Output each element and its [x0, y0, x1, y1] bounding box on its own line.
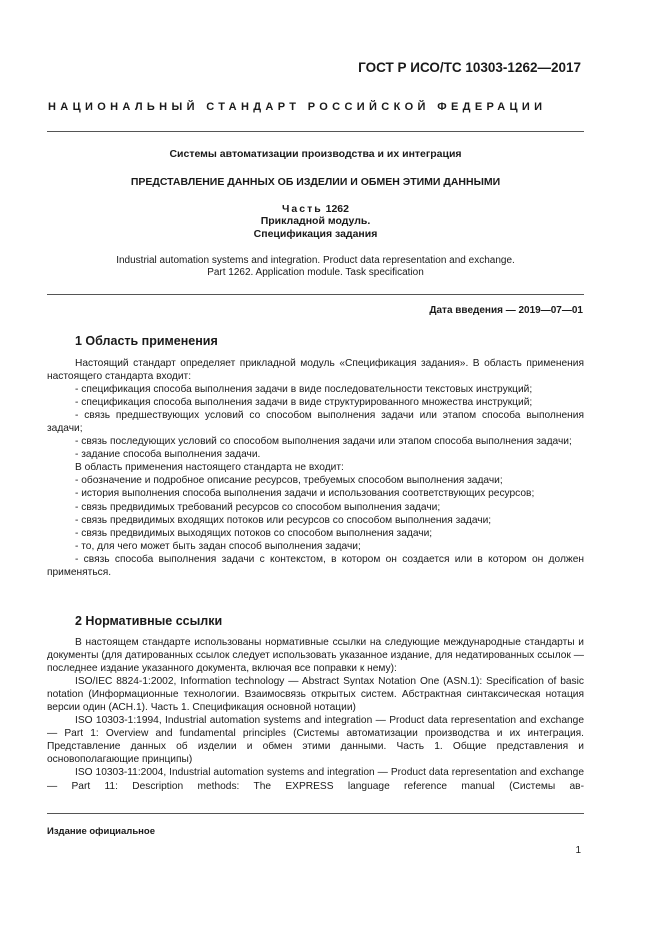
paragraph: В область применения настоящего стандарта не входит:	[75, 462, 344, 474]
title-part	[47, 203, 584, 215]
list-item: - спецификация способа выполнения задачи в виде структурированного множества инструкций;	[75, 397, 533, 409]
list-item: - связь предшествующих условий со способом выполнения задачи или этапом способа выполнения задачи;	[47, 410, 584, 435]
national-standard-banner: НАЦИОНАЛЬНЫЙ СТАНДАРТ РОССИЙСКОЙ ФЕДЕРАЦИИ	[48, 101, 547, 113]
title-series: Системы автоматизации производства и их интеграция	[169, 148, 462, 160]
page-number: 1	[575, 845, 581, 856]
introduction-date: Дата введения — 2019—07—01	[429, 305, 583, 316]
section-2-body	[47, 636, 584, 793]
title-english-2: Part 1262. Application module. Task specification	[207, 267, 424, 278]
reference-item: ISO/IEC 8824-1:2002, Information technology — Abstract Syntax Notation One (ASN.1): Specification of basic notation (Информационные технологии. Взаимосвязь открытых систем. Абстрактная синтаксическая нотация версии один (АСН.1). Часть 1. Спецификация основной нотации)	[47, 676, 584, 714]
section-1-heading: 1 Область применения	[75, 334, 218, 348]
list-item: - то, для чего может быть задан способ выполнения задачи;	[75, 540, 361, 552]
reference-item: ISO 10303-1:1994, Industrial automation systems and integration — Product data representation and exchange — Part 1: Overview and fundamental principles (Системы автоматизации производства и их интеграция. Представление данных об изделии и обмен этими данными. Часть 1. Общие представления и основополагающие принципы)	[47, 715, 584, 766]
list-item: - спецификация способа выполнения задачи в виде последовательности текстовых инструкций;	[75, 384, 533, 396]
reference-item: ISO 10303-11:2004, Industrial automation systems and integration — Product data representation and exchange — Part 11: Description methods: The EXPRESS language reference manual (Системы ав-	[47, 767, 584, 792]
section-2-heading: 2 Нормативные ссылки	[75, 614, 223, 628]
list-item: - история выполнения способа выполнения задачи и использования соответствующих ресурсов;	[75, 488, 535, 500]
edition-label: Издание официальное	[47, 826, 155, 837]
paragraph: Настоящий стандарт определяет прикладной модуль «Спецификация задания». В область применения настоящего стандарта входит:	[47, 358, 584, 383]
title-english-1: Industrial automation systems and integration. Product data representation and exchange.	[116, 255, 515, 266]
list-item: - связь предвидимых требований ресурсов со способом выполнения задачи;	[75, 501, 441, 513]
footer-rule	[47, 813, 584, 814]
list-item: - задание способа выполнения задачи.	[75, 449, 261, 461]
part-number: 1262	[325, 203, 349, 215]
list-item: - связь последующих условий со способом выполнения задачи или этапом способа выполнения задачи;	[75, 436, 572, 448]
paragraph: В настоящем стандарте использованы нормативные ссылки на следующие международные стандарты и документы (для датированных ссылок следует использовать указанное издание, для недатированных ссылок — последнее издание указанного документа, включая все поправки к нему):	[47, 637, 584, 675]
list-item: - обозначение и подробное описание ресурсов, требуемых способом выполнения задачи;	[75, 475, 503, 487]
list-item: - связь предвидимых входящих потоков или ресурсов со способом выполнения задачи;	[75, 514, 492, 526]
title-main: ПРЕДСТАВЛЕНИЕ ДАННЫХ ОБ ИЗДЕЛИИ И ОБМЕН ЭТИМИ ДАННЫМИ	[130, 176, 501, 188]
part-word: Часть	[282, 203, 323, 215]
title-subtitle-2: Спецификация задания	[253, 228, 378, 240]
title-rule	[47, 294, 584, 295]
header-rule	[47, 131, 584, 132]
title-subtitle-1: Прикладной модуль.	[260, 215, 371, 227]
document-code: ГОСТ Р ИСО/ТС 10303-1262—2017	[358, 60, 581, 75]
list-item: - связь способа выполнения задачи с контекстом, в котором он создается или в котором он должен применяться.	[47, 553, 584, 578]
list-item: - связь предвидимых выходящих потоков со способом выполнения задачи;	[75, 527, 433, 539]
section-1-body	[47, 357, 584, 579]
